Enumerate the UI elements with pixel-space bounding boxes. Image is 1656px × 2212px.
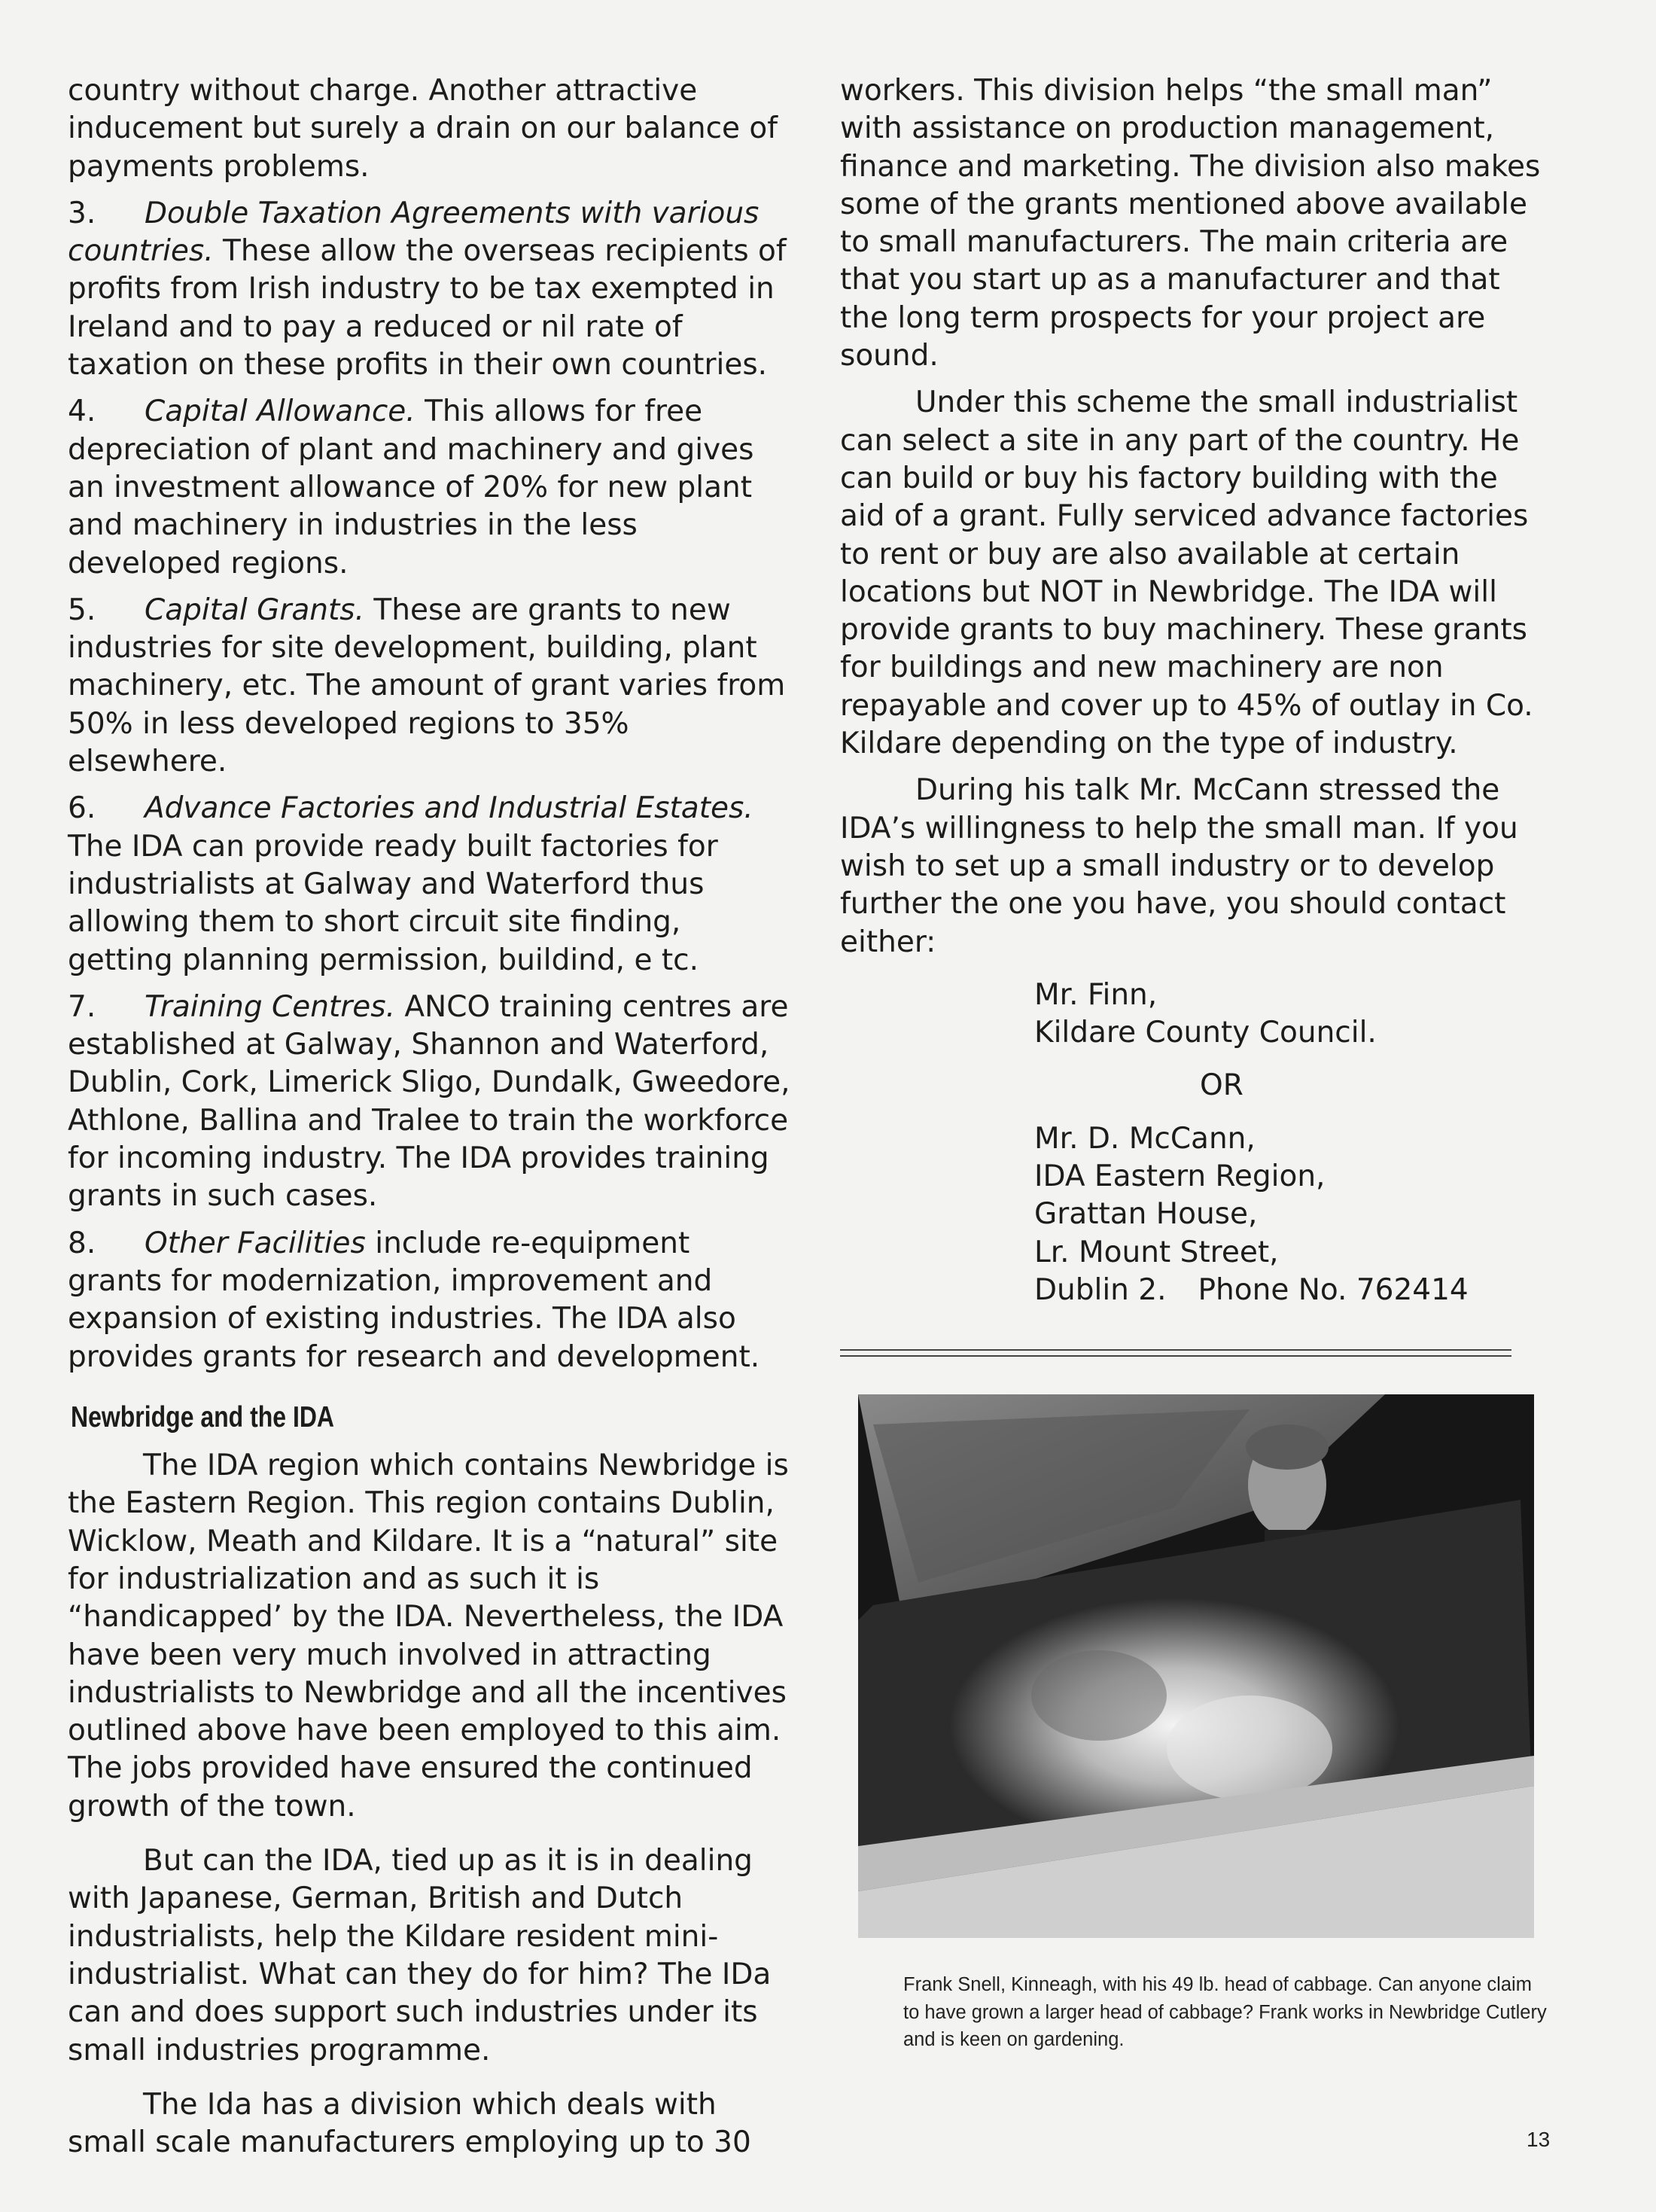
list-item xyxy=(68,592,790,781)
address-line: Mr. D. McCann, xyxy=(1034,1121,1256,1156)
divider-rule xyxy=(840,1349,1511,1351)
item-number: 3. xyxy=(68,196,96,230)
item-title: Capital Grants. xyxy=(145,593,365,627)
list-item xyxy=(68,790,790,979)
item-title: Capital Allowance. xyxy=(145,395,416,429)
intro-paragraph: country without charge. Another attractive inducement but surely a drain on our balance of payments problems. xyxy=(68,74,778,184)
item-title: Other Facilities xyxy=(145,1226,366,1260)
address-line: Kildare County Council. xyxy=(1034,1016,1377,1050)
divider-rule xyxy=(840,1355,1511,1357)
phone-number: Phone No. 762414 xyxy=(1198,1272,1469,1307)
item-text: The IDA can provide ready built factories for industrialists at Galway and Waterford thus allowing them to short circuit site finding, getting planning permission, buildind, e tc. xyxy=(68,829,718,977)
item-title: Training Centres. xyxy=(145,989,395,1024)
or-separator: OR xyxy=(1200,1068,1244,1103)
item-number: 7. xyxy=(68,989,96,1024)
body-paragraph: The IDA region which contains Newbridge is the Eastern Region. This region contains Dublin, Wicklow, Meath and Kildare. It is a “natural” site for industrialization and as such it is “handicapped’ by the IDA. Nevertheless, the IDA have been very much involved in attracting industrialists to Newbridge and all the incentives outlined above have been employed to this aim. The jobs provided have ensured the continued growth of the town. xyxy=(68,1449,789,1824)
item-text: This allows for free depreciation of plant and machinery and gives an investment allowance of 20% for new plant and machinery in industries in the less developed regions. xyxy=(68,395,754,580)
body-paragraph: workers. This division helps “the small man” with assistance on production management, finance and marketing. The division also makes some of the grants mentioned above available to small manufacturers. The main criteria are that you start up as a manufacturer and that the long term prospects for your project are sound. xyxy=(840,74,1541,373)
item-text: include re-equipment grants for modernization, improvement and expansion of existing industries. The IDA also provides grants for research and development. xyxy=(68,1226,760,1374)
item-number: 5. xyxy=(68,593,96,627)
left-column xyxy=(68,72,790,2171)
address-line-last xyxy=(1034,1272,1548,1309)
address-line: IDA Eastern Region, xyxy=(1034,1159,1326,1194)
item-text: These are grants to new industries for site development, building, plant machinery, etc. The amount of grant varies from 50% in less developed regions to 35% elsewhere. xyxy=(68,593,786,779)
photo-man-with-cabbage xyxy=(858,1394,1534,1938)
list-item xyxy=(68,393,790,582)
contact-address-1 xyxy=(1034,977,1548,1053)
item-text: These allow the overseas recipients of profits from Irish industry to be tax exempted in Ireland and to pay a reduced or nil rate of taxation on these profits in their own countries. xyxy=(68,234,787,382)
address-line: Grattan House, xyxy=(1034,1197,1258,1232)
contact-address-2 xyxy=(1034,1120,1548,1309)
list-item xyxy=(68,989,790,1216)
section-heading: Newbridge and the IDA xyxy=(71,1400,335,1434)
page-number: 13 xyxy=(1527,2128,1551,2151)
item-number: 6. xyxy=(68,791,96,826)
address-line: Mr. Finn, xyxy=(1034,977,1158,1012)
photo-caption: Frank Snell, Kinneagh, with his 49 lb. head of cabbage. Can anyone claim to have grown a larger head of cabbage? Frank works in Newbridge Cutlery and is keen on gardening. xyxy=(903,1974,1547,2050)
right-column xyxy=(840,72,1548,1309)
body-paragraph: Under this scheme the small industrialist can select a site in any part of the country. He can build or buy his factory building with the aid of a grant. Fully serviced advance factories to rent or buy are also available at certain locations but NOT in Newbridge. The IDA will provide grants to buy machinery. These grants for buildings and new machinery are non repayable and cover up to 45% of outlay in Co. Kildare depending on the type of industry. xyxy=(840,385,1533,761)
item-number: 8. xyxy=(68,1226,96,1260)
item-number: 4. xyxy=(68,395,96,429)
city-line: Dublin 2. xyxy=(1034,1272,1167,1307)
body-paragraph: But can the IDA, tied up as it is in dealing with Japanese, German, British and Dutch industrialists, help the Kildare resident mini-industrialist. What can they do for him? The IDa can and does support such industries under its small industries programme. xyxy=(68,1844,772,2067)
body-paragraph: During his talk Mr. McCann stressed the IDA’s willingness to help the small man. If you wish to set up a small industry or to develop further the one you have, you should contact either: xyxy=(840,773,1518,959)
item-text: ANCO training centres are established at Galway, Shannon and Waterford, Dublin, Cork, Limerick Sligo, Dundalk, Gweedore, Athlone, Ballina and Tralee to train the workforce for incoming industry. The IDA provides training grants in such cases. xyxy=(68,989,790,1214)
photo-illustration xyxy=(858,1394,1534,1938)
address-line: Lr. Mount Street, xyxy=(1034,1235,1279,1269)
item-title: Double Taxation Agreements with various countries. xyxy=(68,196,760,269)
item-title: Advance Factories and Industrial Estates. xyxy=(145,791,753,826)
list-item xyxy=(68,195,790,384)
body-paragraph: The Ida has a division which deals with small scale manufacturers employing up to 30 xyxy=(68,2087,751,2160)
list-item xyxy=(68,1225,790,1376)
